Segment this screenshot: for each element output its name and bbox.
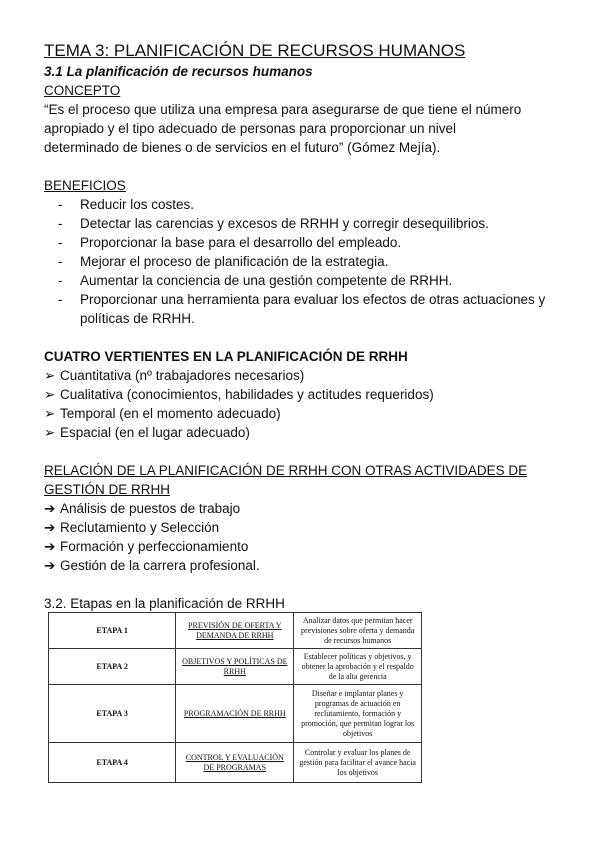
- relacion-heading: GESTIÓN DE RRHH: [44, 482, 171, 497]
- list-item: ➢ Cualitativa (conocimientos, habilidades y actitudes requeridos): [44, 387, 434, 402]
- etapas-heading: 3.2. Etapas en la planificación de RRHH: [44, 596, 285, 611]
- concepto-line: determinado de bienes o de servicios en el futuro” (Gómez Mejía).: [44, 140, 441, 155]
- list-item: - Detectar las carencias y excesos de RRHH y corregir desequilibrios.: [44, 214, 564, 233]
- arrow-right-icon: ➔: [44, 558, 56, 573]
- stage-cell: ETAPA 1: [49, 613, 176, 649]
- arrowhead-icon: ➢: [44, 406, 56, 421]
- arrow-right-icon: ➔: [44, 539, 56, 554]
- stage-name-cell: PROGRAMACIÓN DE RRHH: [176, 685, 294, 743]
- list-item: ➔ Gestión de la carrera profesional.: [44, 558, 260, 573]
- document-page: [44, 40, 564, 613]
- stage-cell: ETAPA 2: [49, 649, 176, 685]
- stage-name-cell: PREVISIÓN DE OFERTA Y DEMANDA DE RRHH: [176, 613, 294, 649]
- concepto-heading: CONCEPTO: [44, 83, 121, 98]
- stage-name-cell: OBJETIVOS Y POLÍTICAS DE RRHH: [176, 649, 294, 685]
- stage-cell: ETAPA 4: [49, 743, 176, 783]
- relacion-list: [44, 499, 564, 575]
- stage-cell: ETAPA 3: [49, 685, 176, 743]
- table-row: [49, 613, 422, 649]
- table-row: [49, 685, 422, 743]
- stage-name-cell: CONTROL Y EVALUACIÓN DE PROGRAMAS: [176, 743, 294, 783]
- vertientes-list: [44, 366, 564, 442]
- relacion-heading: RELACIÓN DE LA PLANIFICACIÓN DE RRHH CON OTRAS ACTIVIDADES DE: [44, 463, 528, 478]
- stage-desc-cell: Establecer políticas y objetivos, y obtener la aprobación y el respaldo de la alta gerencia: [294, 649, 422, 685]
- section-subtitle: 3.1 La planificación de recursos humanos: [44, 64, 313, 79]
- list-item: ➢ Temporal (en el momento adecuado): [44, 406, 281, 421]
- vertientes-heading: CUATRO VERTIENTES EN LA PLANIFICACIÓN DE RRHH: [44, 349, 408, 364]
- list-item: - Proporcionar la base para el desarrollo del empleado.: [44, 233, 564, 252]
- beneficios-heading: BENEFICIOS: [44, 178, 126, 193]
- table-row: [49, 743, 422, 783]
- etapas-table: [48, 612, 422, 783]
- list-item: ➢ Cuantitativa (nº trabajadores necesarios): [44, 368, 305, 383]
- concepto-line: apropiado y el tipo adecuado de personas para proporcionar un nivel: [44, 121, 457, 136]
- table-row: [49, 649, 422, 685]
- arrowhead-icon: ➢: [44, 368, 56, 383]
- beneficios-list: [44, 195, 564, 328]
- arrowhead-icon: ➢: [44, 425, 56, 440]
- list-item: ➔ Análisis de puestos de trabajo: [44, 501, 241, 516]
- arrowhead-icon: ➢: [44, 387, 56, 402]
- arrow-right-icon: ➔: [44, 501, 56, 516]
- list-item: ➔ Reclutamiento y Selección: [44, 520, 220, 535]
- list-item: - Proporcionar una herramienta para evaluar los efectos de otras actuaciones y políticas de RRHH.: [44, 290, 564, 328]
- list-item: - Mejorar el proceso de planificación de la estrategia.: [44, 252, 564, 271]
- stage-desc-cell: Analizar datos que permitan hacer previsiones sobre oferta y demanda de recursos humanos: [294, 613, 422, 649]
- page-title: TEMA 3: PLANIFICACIÓN DE RECURSOS HUMANOS: [44, 41, 466, 60]
- concepto-line: “Es el proceso que utiliza una empresa para asegurarse de que tiene el número: [44, 102, 522, 117]
- stage-desc-cell: Diseñar e implantar planes y programas de actuación en reclutamiento, formación y promoción, que permitan lograr los objetivos: [294, 685, 422, 743]
- stage-desc-cell: Controlar y evaluar los planes de gestión para facilitar el avance hacia los objetivos: [294, 743, 422, 783]
- arrow-right-icon: ➔: [44, 520, 56, 535]
- list-item: - Reducir los costes.: [44, 195, 564, 214]
- list-item: ➢ Espacial (en el lugar adecuado): [44, 425, 250, 440]
- list-item: ➔ Formación y perfeccionamiento: [44, 539, 249, 554]
- list-item: - Aumentar la conciencia de una gestión competente de RRHH.: [44, 271, 564, 290]
